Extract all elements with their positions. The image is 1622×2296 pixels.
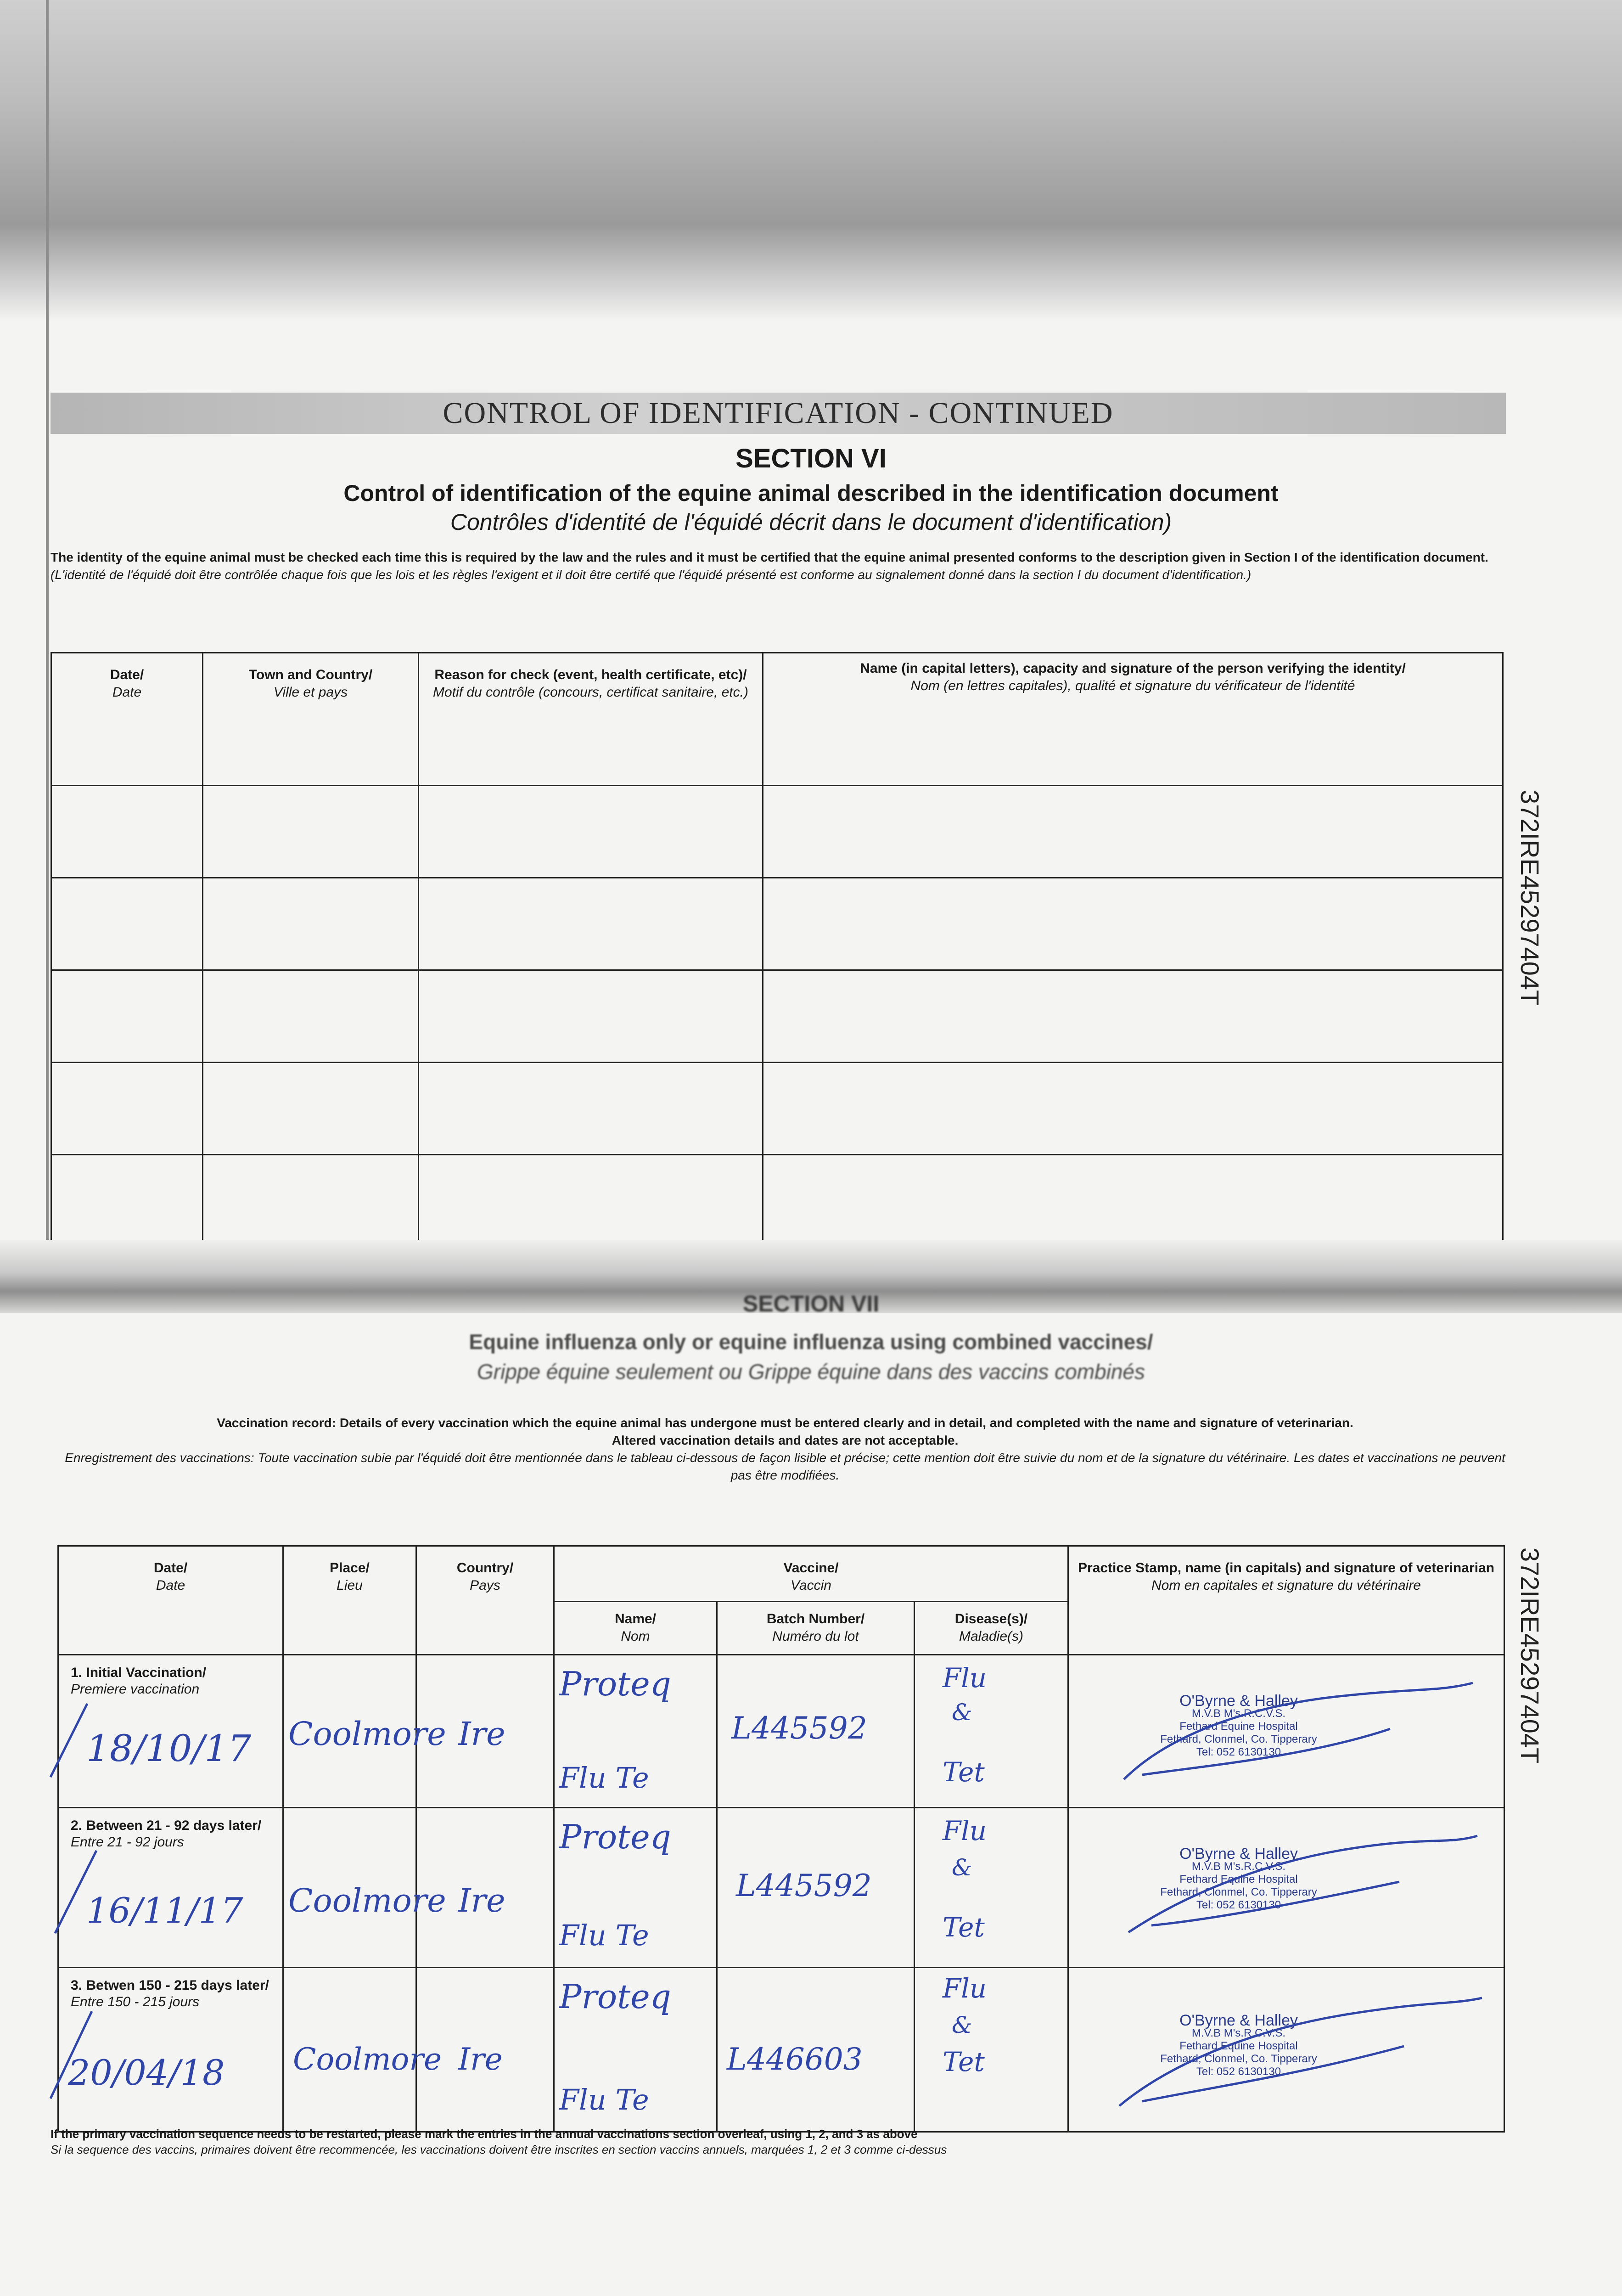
vcol-place-fr: Lieu	[337, 1578, 363, 1593]
vaccine-name-cell	[554, 1655, 717, 1808]
country-cell	[416, 1655, 554, 1808]
empty-cell[interactable]	[203, 1063, 419, 1155]
section-6-title-fr: Contrôles d'identité de l'équidé décrit dans le document d'identification)	[450, 509, 1172, 535]
table-row	[51, 970, 1503, 1063]
vcol-batch	[717, 1602, 915, 1655]
country-cell	[416, 1808, 554, 1968]
stamp-name: O'Byrne & Halley	[1179, 2012, 1298, 2029]
col-town-fr: Ville et pays	[273, 685, 348, 700]
vcol-vaccine-fr: Vaccin	[791, 1578, 831, 1593]
vaccination-header-row	[58, 1546, 1504, 1602]
vaccine-name-line2: Flu Te	[559, 2083, 649, 2116]
disease-line3: Tet	[943, 1756, 985, 1788]
col-town	[203, 653, 419, 786]
section-header-text: CONTROL OF IDENTIFICATION - CONTINUED	[443, 396, 1114, 430]
document-id-upper: 372IRE45297404T	[1515, 790, 1544, 1006]
vcol-disease	[915, 1602, 1068, 1655]
country-value: Ire	[458, 1882, 505, 1919]
section-6-intro	[51, 549, 1510, 584]
vcol-disease-fr: Maladie(s)	[959, 1629, 1024, 1644]
vcol-batch-fr: Numéro du lot	[772, 1629, 859, 1644]
row-label-fr: Entre 21 - 92 jours	[71, 1835, 184, 1850]
vaccination-date: 16/11/17	[86, 1890, 243, 1931]
place-cell	[283, 1808, 446, 1968]
vaccination-row	[58, 1808, 1504, 1968]
vcol-vaccine	[554, 1546, 1068, 1602]
empty-cell[interactable]	[203, 1155, 419, 1247]
note-en: Details of every vaccination which the equine animal has undergone must be entered clearly and in detail, and completed with the name and signature of veterinarian.	[339, 1416, 1353, 1430]
col-date-fr: Date	[112, 685, 142, 700]
note-fr: Toute vaccination subie par l'équidé doit être mentionnée dans le tableau ci-dessous de façon lisible et précise; cette mention doit être suivie du nom et de la signature du vétérinaire. Les dates et vaccinations ne peuvent pas être modifiées.	[258, 1451, 1505, 1482]
vcol-place-en: Place/	[330, 1560, 370, 1576]
vcol-name	[554, 1602, 717, 1655]
footer-en: If the primary vaccination sequence needs to be restarted, please mark the entries in the annual vaccinations section overleaf, using 1, 2, and 3 as above	[51, 2127, 918, 2141]
disease-line2: &	[952, 1699, 972, 1726]
table-row	[51, 786, 1503, 878]
vet-signature-icon	[1110, 1986, 1487, 2120]
disease-line1: Flu	[943, 1815, 987, 1846]
disease-line3: Tet	[943, 1912, 985, 1943]
disease-cell	[915, 1968, 1068, 2132]
place-cell	[283, 1968, 442, 2132]
vaccination-table	[57, 1545, 1505, 2133]
place-value: Coolmore	[293, 2042, 442, 2077]
intro-fr: (L'identité de l'équidé doit être contrôlée chaque fois que les lois et les règles l'exigent et il doit être certifé que l'équidé présenté est conforme au signalement donné dans la section I du document d'identification.)	[51, 568, 1252, 582]
stamp-line: Fethard, Clonmel, Co. Tipperary	[1160, 1733, 1317, 1745]
vcol-country-en: Country/	[456, 1560, 514, 1576]
place-value: Coolmore	[288, 1715, 446, 1753]
vcol-country	[416, 1546, 554, 1655]
vaccine-name-line2: Flu Te	[559, 1919, 649, 1952]
stamp-cell	[1068, 1968, 1504, 2132]
vcol-stamp-en: Practice Stamp, name (in capitals) and signature of veterinarian	[1078, 1560, 1494, 1576]
vcol-vaccine-en: Vaccine/	[783, 1560, 839, 1576]
row-label-en: 2. Between 21 - 92 days later/	[71, 1818, 262, 1833]
stamp-line: Tel: 052 6130130	[1196, 1899, 1281, 1911]
note-fr-label: Enregistrement des vaccinations:	[65, 1451, 254, 1465]
stamp-line: M.V.B M's.R.C.V.S.	[1191, 1860, 1286, 1873]
empty-cell[interactable]	[419, 786, 763, 878]
stamp-cell	[1068, 1808, 1504, 1968]
table-row	[51, 1155, 1503, 1247]
empty-cell[interactable]	[51, 1155, 203, 1247]
intro-en: The identity of the equine animal must be checked each time this is required by the law and the rules and it must be certified that the equine animal presented conforms to the description given in Section I of the identification document.	[51, 550, 1488, 564]
empty-cell[interactable]	[763, 878, 1503, 970]
disease-line1: Flu	[943, 1973, 987, 2004]
col-reason-en: Reason for check (event, health certificate, etc)/	[434, 667, 747, 682]
empty-cell[interactable]	[203, 970, 419, 1063]
vcol-name-fr: Nom	[621, 1629, 650, 1644]
empty-cell[interactable]	[51, 878, 203, 970]
country-cell	[416, 1968, 554, 2132]
document-id-lower: 372IRE45297404T	[1515, 1548, 1544, 1764]
section-6-title: Control of identification of the equine animal described in the identification document	[343, 480, 1279, 506]
vet-signature-icon	[1115, 1678, 1482, 1798]
vet-signature-icon	[1115, 1827, 1482, 1951]
vaccination-note	[64, 1414, 1506, 1484]
col-verifier-fr: Nom (en lettres capitales), qualité et signature du vérificateur de l'identité	[910, 678, 1355, 693]
vcol-date-fr: Date	[156, 1578, 185, 1593]
note-en-2: Altered vaccination details and dates are not acceptable.	[612, 1433, 959, 1447]
vcol-name-en: Name/	[614, 1611, 657, 1626]
vcol-stamp	[1068, 1546, 1504, 1655]
batch-cell	[717, 1968, 915, 2132]
pen-check-marks-icon	[41, 1694, 133, 2154]
stamp-line: Tel: 052 6130130	[1196, 2065, 1281, 2078]
place-cell	[283, 1655, 446, 1808]
empty-cell[interactable]	[419, 1155, 763, 1247]
vaccination-date: 20/04/18	[68, 2052, 225, 2093]
stamp-cell	[1068, 1655, 1504, 1808]
vcol-country-fr: Pays	[470, 1578, 500, 1593]
vaccination-date: 18/10/17	[86, 1727, 252, 1770]
place-value: Coolmore	[288, 1882, 446, 1919]
empty-cell[interactable]	[419, 878, 763, 970]
stamp-name: O'Byrne & Halley	[1179, 1692, 1298, 1710]
identity-check-header-row	[51, 653, 1503, 786]
vaccine-name-cell	[554, 1808, 717, 1968]
row-label-fr: Entre 150 - 215 jours	[71, 1994, 200, 2009]
disease-line3: Tet	[943, 2046, 985, 2077]
table-row	[51, 1063, 1503, 1155]
vcol-place	[283, 1546, 416, 1655]
stamp-line: M.V.B M's.R.C.V.S.	[1191, 2027, 1286, 2039]
disease-line2: &	[952, 1854, 972, 1881]
col-reason	[419, 653, 763, 786]
disease-cell	[915, 1655, 1068, 1808]
col-town-en: Town and Country/	[248, 667, 373, 682]
stamp-line: Fethard, Clonmel, Co. Tipperary	[1160, 2053, 1317, 2065]
batch-cell	[717, 1655, 915, 1808]
empty-cell[interactable]	[419, 970, 763, 1063]
identity-check-table	[51, 652, 1504, 1248]
empty-cell[interactable]	[203, 878, 419, 970]
vaccination-row	[58, 1968, 1504, 2132]
col-verifier-en: Name (in capital letters), capacity and signature of the person verifying the identity/	[860, 661, 1406, 676]
vaccination-footer	[51, 2126, 1520, 2157]
stamp-line: Tel: 052 6130130	[1196, 1746, 1281, 1758]
country-value: Ire	[458, 2042, 503, 2077]
batch-cell	[717, 1808, 915, 1968]
empty-cell[interactable]	[763, 1063, 1503, 1155]
vcol-batch-en: Batch Number/	[766, 1611, 865, 1626]
table-row	[51, 878, 1503, 970]
vaccine-name-line2: Flu Te	[559, 1761, 649, 1795]
stamp-line: Fethard Equine Hospital	[1179, 1720, 1298, 1733]
stamp-line: Fethard Equine Hospital	[1179, 2040, 1298, 2052]
note-en-label: Vaccination record:	[217, 1416, 337, 1430]
col-date-en: Date/	[110, 667, 144, 682]
row-label-en: 3. Betwen 150 - 215 days later/	[71, 1978, 269, 1993]
vaccine-name-line1: Proteq	[559, 1818, 671, 1856]
disease-line1: Flu	[943, 1662, 987, 1694]
empty-cell[interactable]	[203, 786, 419, 878]
vaccine-name-cell	[554, 1968, 717, 2132]
row-label-fr: Premiere vaccination	[71, 1682, 200, 1697]
section-7-title: Equine influenza only or equine influenza using combined vaccines/	[469, 1330, 1153, 1354]
batch-value: L446603	[727, 2042, 863, 2077]
stamp-line: Fethard Equine Hospital	[1179, 1873, 1298, 1885]
section-6-heading: SECTION VI	[735, 444, 887, 473]
empty-cell[interactable]	[51, 786, 203, 878]
empty-cell[interactable]	[51, 1063, 203, 1155]
disease-cell	[915, 1808, 1068, 1968]
vcol-date	[58, 1546, 283, 1655]
empty-cell[interactable]	[763, 786, 1503, 878]
vaccine-name-line1: Proteq	[559, 1665, 671, 1703]
col-verifier	[763, 653, 1503, 786]
footer-fr: Si la sequence des vaccins, primaires doivent être recommencée, les vaccinations doivent être inscrites en section vaccins annuels, marquées 1, 2 et 3 comme ci-dessus	[51, 2143, 947, 2156]
disease-line2: &	[952, 2012, 972, 2038]
empty-cell[interactable]	[419, 1063, 763, 1155]
country-value: Ire	[458, 1715, 505, 1753]
stamp-name: O'Byrne & Halley	[1179, 1845, 1298, 1863]
vaccine-name-line1: Proteq	[559, 1977, 671, 2016]
empty-cell[interactable]	[763, 1155, 1503, 1247]
section-7-heading: SECTION VII	[742, 1291, 880, 1317]
vcol-stamp-fr: Nom en capitales et signature du vétérinaire	[1151, 1578, 1421, 1593]
col-reason-fr: Motif du contrôle (concours, certificat sanitaire, etc.)	[433, 685, 748, 700]
section-7-title-fr: Grippe équine seulement ou Grippe équine dans des vaccins combinés	[477, 1360, 1145, 1384]
empty-cell[interactable]	[51, 970, 203, 1063]
stamp-line: Fethard, Clonmel, Co. Tipperary	[1160, 1886, 1317, 1898]
col-date	[51, 653, 203, 786]
batch-value: L445592	[731, 1711, 867, 1746]
vcol-disease-en: Disease(s)/	[954, 1611, 1028, 1626]
batch-value: L445592	[736, 1868, 872, 1903]
empty-cell[interactable]	[763, 970, 1503, 1063]
vcol-date-en: Date/	[153, 1560, 188, 1576]
row-label-en: 1. Initial Vaccination/	[71, 1665, 207, 1680]
section-header-band	[51, 393, 1506, 434]
stamp-line: M.V.B M's.R.C.V.S.	[1191, 1707, 1286, 1720]
vaccination-row	[58, 1655, 1504, 1808]
